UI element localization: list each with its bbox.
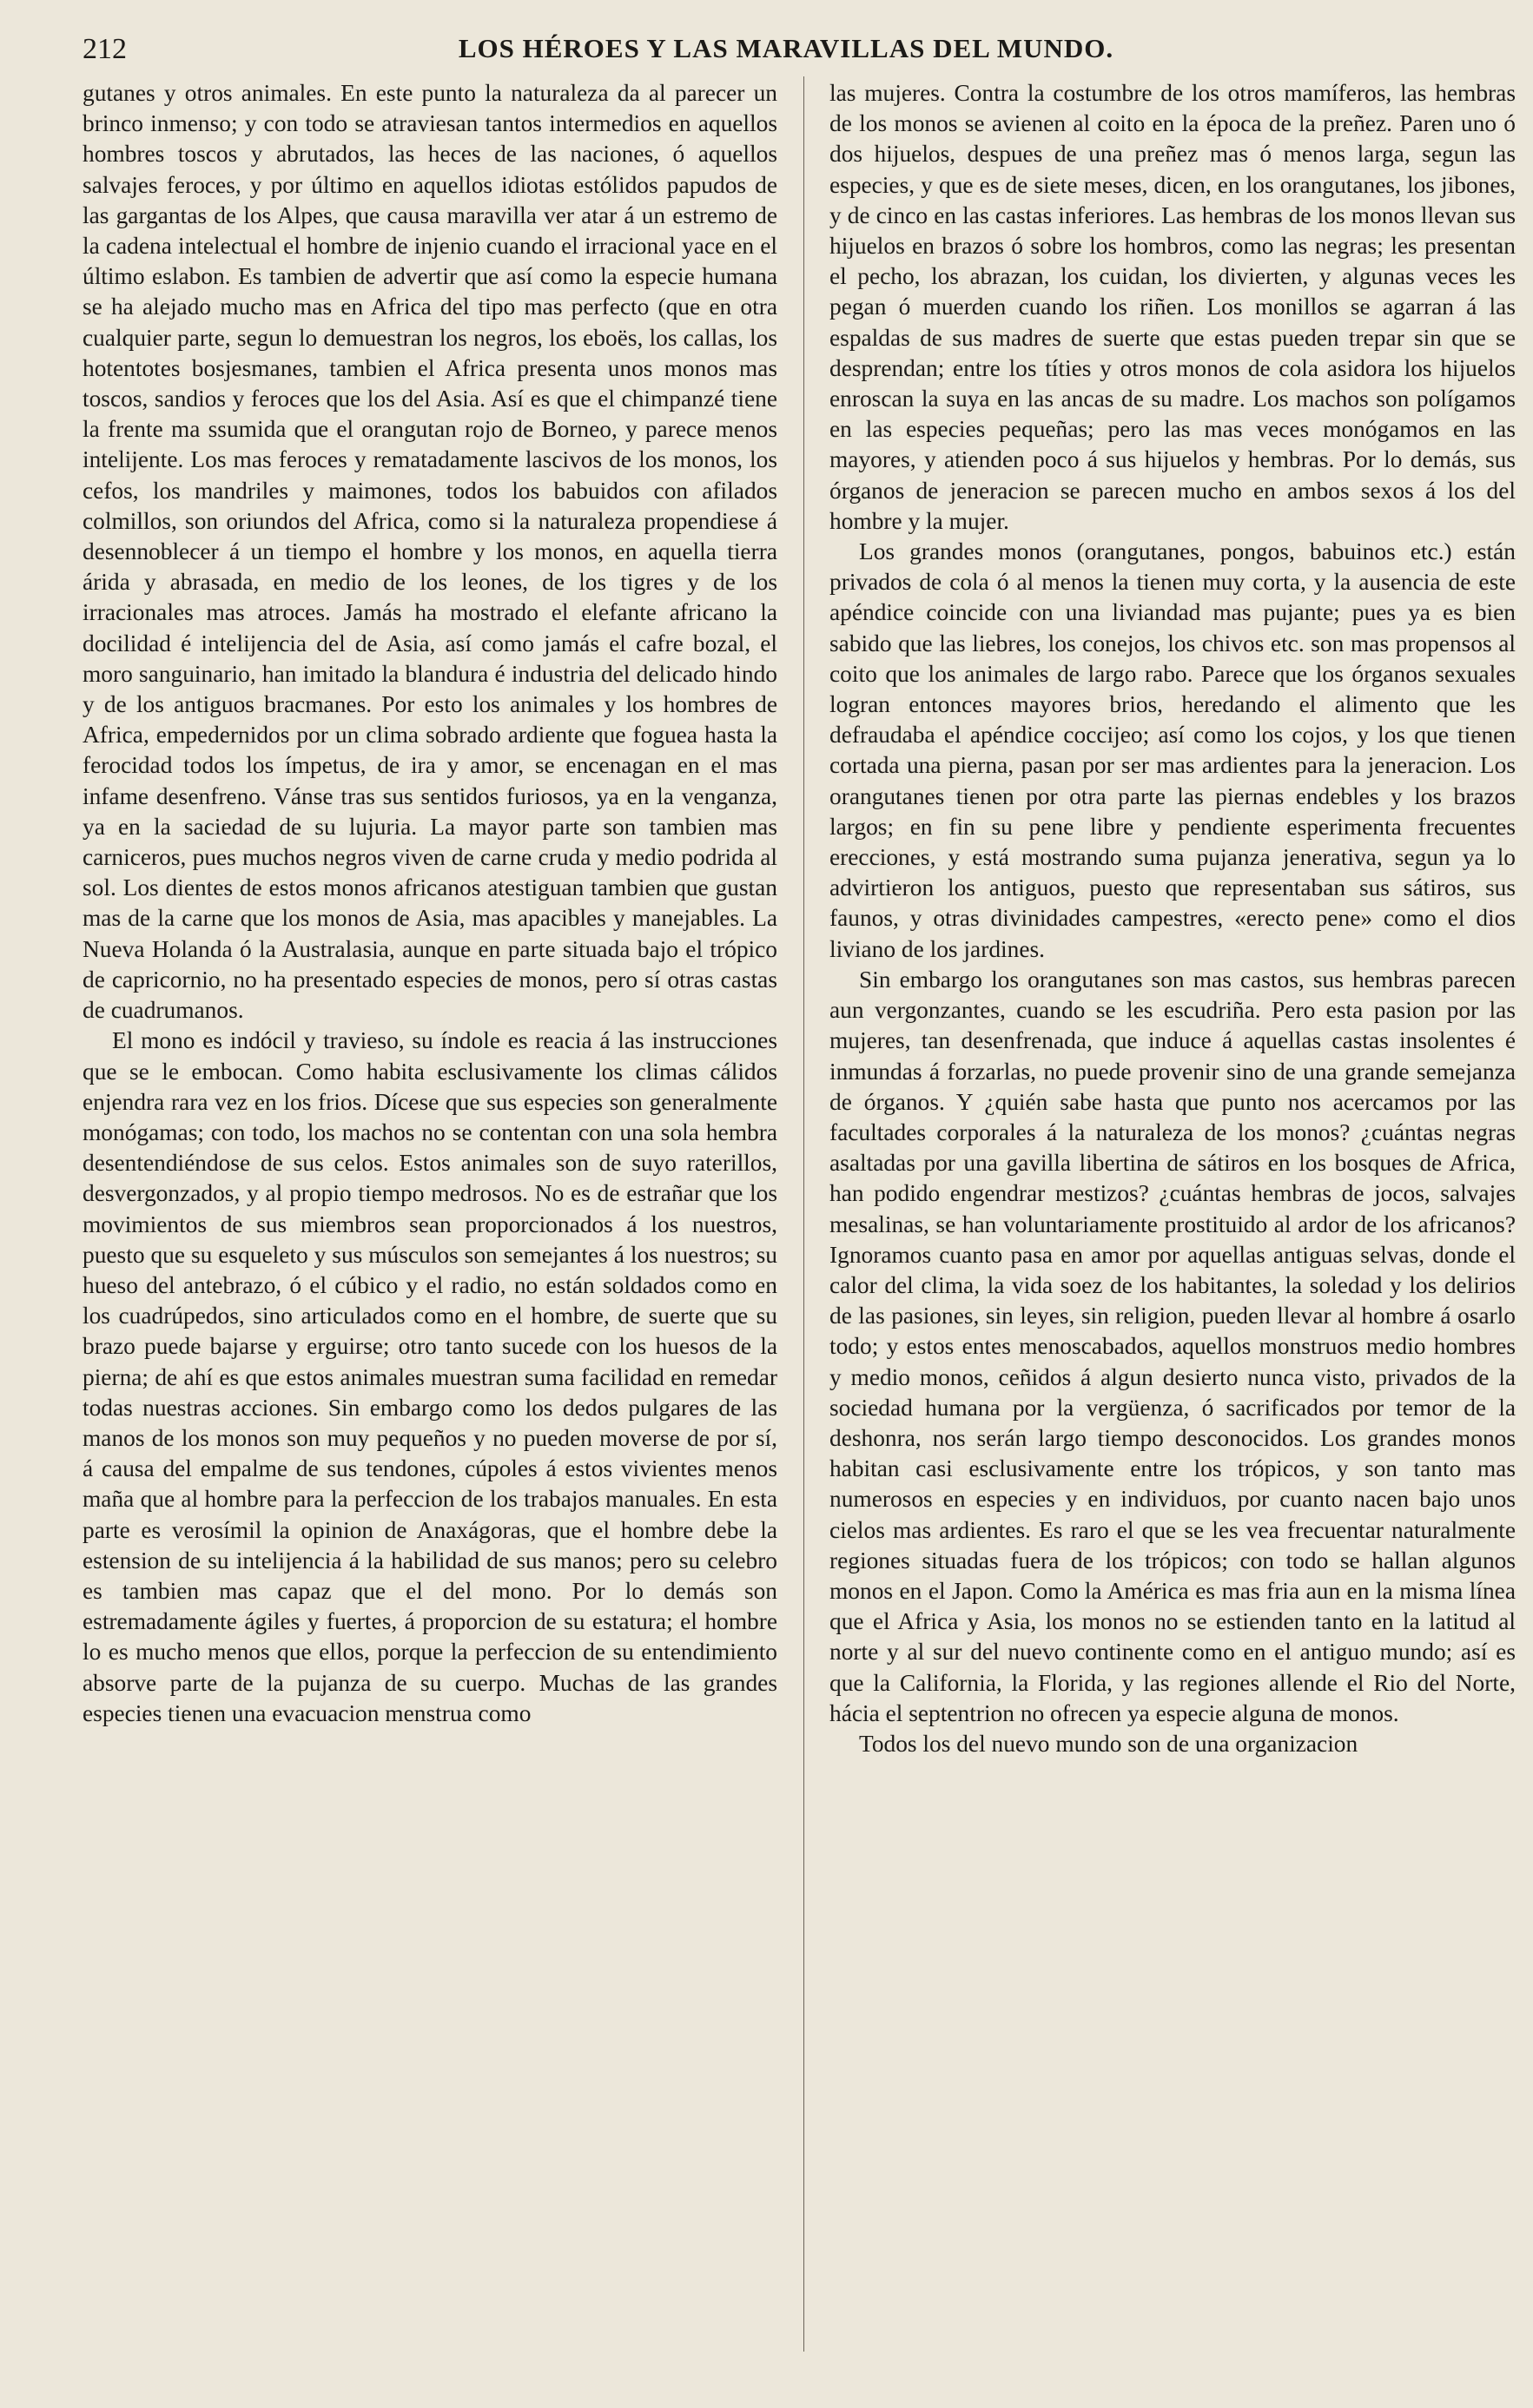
page-number: 212 (83, 33, 127, 65)
column-divider (803, 76, 804, 2352)
page-header (83, 33, 1490, 71)
paragraph: las mujeres. Contra la costumbre de los otros mamíferos, las hembras de los monos se avienen al coito en la época de la preñez. Paren uno ó dos hijuelos, despues de una preñez mas ó menos larga, segun las especies, y que es de siete meses, dicen, en los orangutanes, los jibones, y de cinco en las castas inferiores. Las hembras de los monos llevan sus hijuelos en brazos ó sobre los hombros, como las negras; les presentan el pecho, los abrazan, los cuidan, los divierten, y algunas veces les pegan ó muerden cuando los riñen. Los monillos se agarran á las espaldas de sus madres de suerte que estas pueden trepar sin que se desprendan; entre los títies y otros monos de cola asidora los hijuelos enroscan la suya en las ancas de su madre. Los machos son polígamos en las especies pequeñas; pero las mas veces monógamos en las mayores, y atienden poco á sus hijuelos y hembras. Por lo demás, sus órganos de jeneracion se parecen mucho en ambos sexos á los del hombre y la mujer. (829, 80, 1516, 534)
paragraph: Los grandes monos (orangutanes, pongos, babuinos etc.) están privados de cola ó al menos la tienen muy corta, y la ausencia de este apéndice coincide con una liviandad mas pujante; pues ya es bien sabido que las liebres, los conejos, los chivos etc. son mas propensos al coito que los animales de largo rabo. Parece que los órganos sexuales logran entonces mayores brios, heredando el alimento que les defraudaba el apéndice coccijeo; así como los cojos, y los que tienen cortada una pierna, pasan por ser mas ardientes para la jeneracion. Los orangutanes tienen por otra parte las piernas endebles y los brazos largos; en fin su pene libre y pendiente esperimenta frecuentes erecciones, y está mostrando suma pujanza jenerativa, segun ya lo advirtieron los antiguos, puesto que representaban sus sátiros, sus faunos, y otras divinidades campestres, «erecto pene» como el dios liviano de los jardines. (829, 538, 1516, 962)
right-column (829, 78, 1516, 2362)
paragraph: El mono es indócil y travieso, su índole es reacia á las instrucciones que se le embocan. Como habita esclusivamente los climas cálidos enjendra rara vez en los frios. Dícese que sus especies son generalmente monógamas; con todo, los machos no se contentan con una sola hembra desentendiéndose de sus celos. Estos animales son de suyo raterillos, desvergonzados, y al propio tiempo medrosos. No es de estrañar que los movimientos de sus miembros sean proporcionados á los nuestros, puesto que su esqueleto y sus músculos son semejantes á los nuestros; su hueso del antebrazo, ó el cúbico y el radio, no están soldados como en los cuadrúpedos, sino articulados como en el hombre, de suerte que su brazo puede bajarse y erguirse; otro tanto sucede con los huesos de la pierna; de ahí es que estos animales muestran suma facilidad en remedar todas nuestras acciones. Sin embargo como los dedos pulgares de las manos de los monos son muy pequeños y no pueden moverse de por sí, á causa del empalme de sus tendones, cúpoles á estos vivientes menos maña que al hombre para la perfeccion de los trabajos manuales. En esta parte es verosímil la opinion de Anaxágoras, que el hombre debe la estension de su intelijencia á la habilidad de sus manos; pero su celebro es tambien mas capaz que el del mono. Por lo demás son estremadamente ágiles y fuertes, á proporcion de su estatura; el hombre lo es mucho menos que ellos, porque la perfeccion de su entendimiento absorve parte de la pujanza de su cuerpo. Muchas de las grandes especies tienen una evacuacion menstrua como (83, 1027, 777, 1726)
left-column (83, 78, 777, 2362)
paragraph: gutanes y otros animales. En este punto la naturaleza da al parecer un brinco inmenso; y con todo se atraviesan tantos intermedios en aquellos hombres toscos y abrutados, las heces de las naciones, ó aquellos salvajes feroces, y por último en aquellos idiotas estólidos papudos de las gargantas de los Alpes, que causa maravilla ver atar á un estremo de la cadena intelectual el hombre de injenio cuando el irracional yace en el último eslabon. Es tambien de advertir que así como la especie humana se ha alejado mucho mas en Africa del tipo mas perfecto (que en otra cualquier parte, segun lo demuestran los negros, los eboës, los callas, los hotentotes bosjesmanes, tambien el Africa presenta unos monos mas toscos, sandios y feroces que los del Asia. Así es que el chimpanzé tiene la frente ma ssumida que el orangutan rojo de Borneo, y parece menos intelijente. Los mas feroces y rematadamente lascivos de los monos, los cefos, los mandriles y maimones, todos los babuidos con afilados colmillos, son oriundos del Africa, como si la naturaleza propendiese á desennoblecer á un tiempo el hombre y los monos, en aquella tierra árida y abrasada, en medio de los leones, de los tigres y de los irracionales mas atroces. Jamás ha mostrado el elefante africano la docilidad é intelijencia del de Asia, así como jamás el cafre bozal, el moro sanguinario, han imitado la blandura é industria del delicado hindo y de los antiguos bracmanes. Por esto los animales y los hombres de Africa, empedernidos por un clima sobrado ardiente que foguea hasta la ferocidad todos los ímpetus, de ira y amor, se encenagan en el mas infame desenfreno. Vánse tras sus sentidos furiosos, ya en la venganza, ya en la saciedad de su lujuria. La mayor parte son tambien mas carniceros, pues muchos negros viven de carne cruda y medio podrida al sol. Los dientes de estos monos africanos atestiguan tambien que gustan mas de la carne que los monos de Asia, mas apacibles y manejables. La Nueva Holanda ó la Australasia, aunque en parte situada bajo el trópico de capricornio, no ha presentado especies de monos, pero sí otras castas de cuadrumanos. (83, 80, 777, 1024)
running-title: LOS HÉROES Y LAS MARAVILLAS DEL MUNDO. (458, 33, 1114, 63)
paragraph: Sin embargo los orangutanes son mas castos, sus hembras parecen aun vergonzantes, cuando se les escudriña. Pero esta pasion por las mujeres, tan desenfrenada, que induce á aquellas castas insolentes é inmundas á forzarlas, no puede provenir sino de una grande semejanza de órganos. Y ¿quién sabe hasta que punto nos acercamos por las facultades corporales á la naturaleza de los monos? ¿cuántas negras asaltadas por una gavilla libertina de sátiros en los bosques de Africa, han podido engendrar mestizos? ¿cuántas hembras de jocos, salvajes mesalinas, se han voluntariamente prostituido al ardor de los africanos? Ignoramos cuanto pasa en amor por aquellas antiguas selvas, donde el calor del clima, la vida soez de los habitantes, la soledad y los delirios de las pasiones, sin leyes, sin religion, pueden llevar al hombre á osarlo todo; y estos entes menoscabados, aquellos monstruos medio hombres y medio monos, ceñidos á algun desierto nunca visto, privados de la sociedad humana por la vergüenza, ó sacrificados por temor de la deshonra, nos serán largo tiempo desconocidos. Los grandes monos habitan casi esclusivamente entre los trópicos, y son tanto mas numerosos en especies y en individuos, por cuanto nacen bajo unos cielos mas ardientes. Es raro el que se les vea frecuentar naturalmente regiones situadas fuera de los trópicos; con todo se hallan algunos monos en el Japon. Como la América es mas fria aun en la misma línea que el Africa y Asia, los monos no se estienden tanto en la latitud al norte y al sur del nuevo continente como en el antiguo mundo; así es que la California, la Florida, y las regiones allende el Rio del Norte, hácia el septentrion no ofrecen ya especie alguna de monos. (829, 966, 1516, 1726)
paragraph: Todos los del nuevo mundo son de una organizacion (859, 1730, 1358, 1757)
